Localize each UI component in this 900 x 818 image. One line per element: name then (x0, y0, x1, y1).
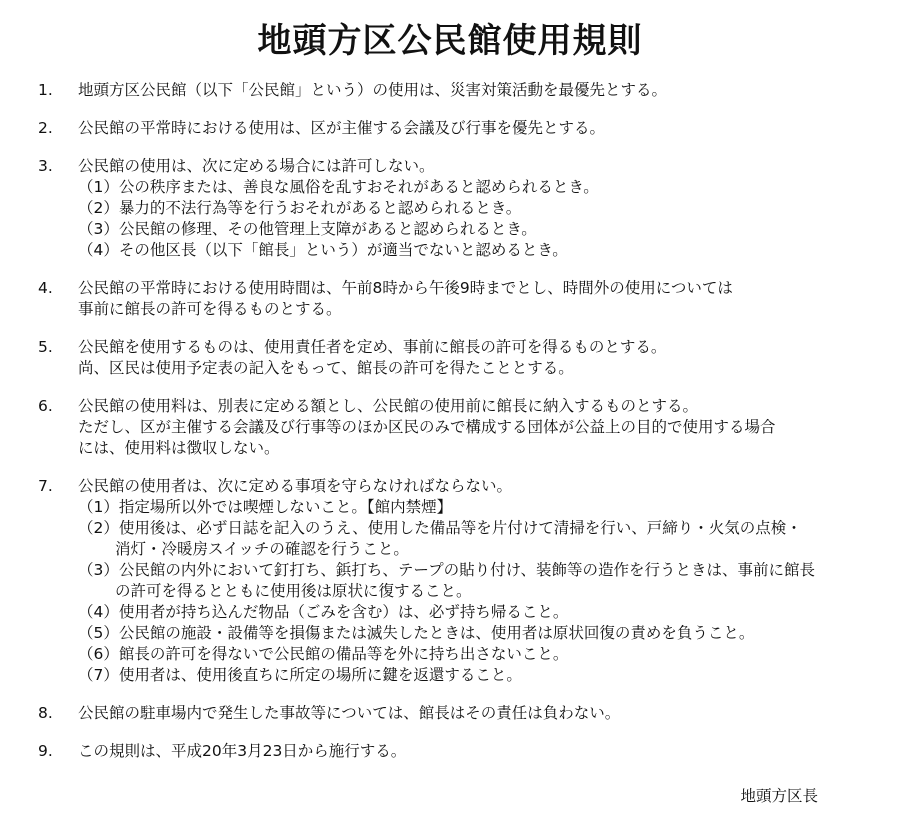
rule-number: 2. (38, 119, 53, 137)
signature: 地頭方区長 (740, 787, 818, 805)
rule-number: 7. (38, 477, 53, 495)
rule-number: 6. (38, 397, 53, 415)
rule-subitem: （7）使用者は、使用後直ちに所定の場所に鍵を返還すること。 (78, 666, 522, 684)
rule-subitem: （2）使用後は、必ず日誌を記入のうえ、使用した備品等を片付けて清掃を行い、戸締り・火気の点検・ (78, 519, 802, 537)
rule-subitem: （3）公民館の内外において釘打ち、鋲打ち、テープの貼り付け、装飾等の造作を行うときは、事前に館長 (78, 561, 815, 579)
rule-text: 尚、区民は使用予定表の記入をもって、館長の許可を得たこととする。 (78, 359, 574, 377)
rule-8 (38, 703, 878, 724)
rule-subitem: （1）指定場所以外では喫煙しないこと。【館内禁煙】 (78, 498, 453, 516)
rule-text: 公民館の平常時における使用時間は、午前8時から午後9時までとし、時間外の使用については (78, 279, 733, 297)
rule-text: 公民館の使用者は、次に定める事項を守らなければならない。 (78, 477, 513, 495)
rule-text: 地頭方区公民館（以下「公民館」という）の使用は、災害対策活動を最優先とする。 (78, 81, 668, 99)
rule-9 (38, 741, 878, 762)
rule-number: 9. (38, 742, 53, 760)
rule-subitem: （2）暴力的不法行為等を行うおそれがあると認められるとき。 (78, 199, 522, 217)
rule-subitem-continuation: 消灯・冷暖房スイッチの確認を行うこと。 (115, 540, 409, 558)
rule-number: 1. (38, 81, 53, 99)
rule-number: 3. (38, 157, 53, 175)
rule-subitem: （6）館長の許可を得ないで公民館の備品等を外に持ち出さないこと。 (78, 645, 569, 663)
rule-2 (38, 118, 878, 139)
rule-text: 公民館を使用するものは、使用責任者を定め、事前に館長の許可を得るものとする。 (78, 338, 667, 356)
rule-4 (38, 278, 878, 320)
rules-list (38, 80, 878, 779)
rule-7 (38, 476, 878, 686)
rule-text: 公民館の駐車場内で発生した事故等については、館長はその責任は負わない。 (78, 704, 621, 722)
page-title: 地頭方区公民館使用規則 (257, 21, 643, 61)
rule-text: ただし、区が主催する会議及び行事等のほか区民のみで構成する団体が公益上の目的で使用する場合 (78, 418, 776, 436)
rule-text: には、使用料は徴収しない。 (78, 439, 280, 457)
rule-number: 5. (38, 338, 53, 356)
rule-subitem: （5）公民館の施設・設備等を損傷または滅失したときは、使用者は原状回復の責めを負うこと。 (78, 624, 755, 642)
rule-3 (38, 156, 878, 261)
rule-6 (38, 396, 878, 459)
rule-number: 8. (38, 704, 53, 722)
rule-subitem: （4）使用者が持ち込んだ物品（ごみを含む）は、必ず持ち帰ること。 (78, 603, 569, 621)
rule-5 (38, 337, 878, 379)
rule-text: 事前に館長の許可を得るものとする。 (78, 300, 342, 318)
rule-text: 公民館の使用は、次に定める場合には許可しない。 (78, 157, 435, 175)
rule-text: 公民館の平常時における使用は、区が主催する会議及び行事を優先とする。 (78, 119, 606, 137)
rule-number: 4. (38, 279, 53, 297)
rule-text: この規則は、平成20年3月23日から施行する。 (78, 742, 407, 760)
rule-subitem: （3）公民館の修理、その他管理上支障があると認められるとき。 (78, 220, 537, 238)
rule-subitem: （1）公の秩序または、善良な風俗を乱すおそれがあると認められるとき。 (78, 178, 599, 196)
rule-subitem: （4）その他区長（以下「館長」という）が適当でないと認めるとき。 (78, 241, 568, 259)
rule-1 (38, 80, 878, 101)
rule-text: 公民館の使用料は、別表に定める額とし、公民館の使用前に館長に納入するものとする。 (78, 397, 699, 415)
rule-subitem-continuation: の許可を得るとともに使用後は原状に復すること。 (115, 582, 472, 600)
